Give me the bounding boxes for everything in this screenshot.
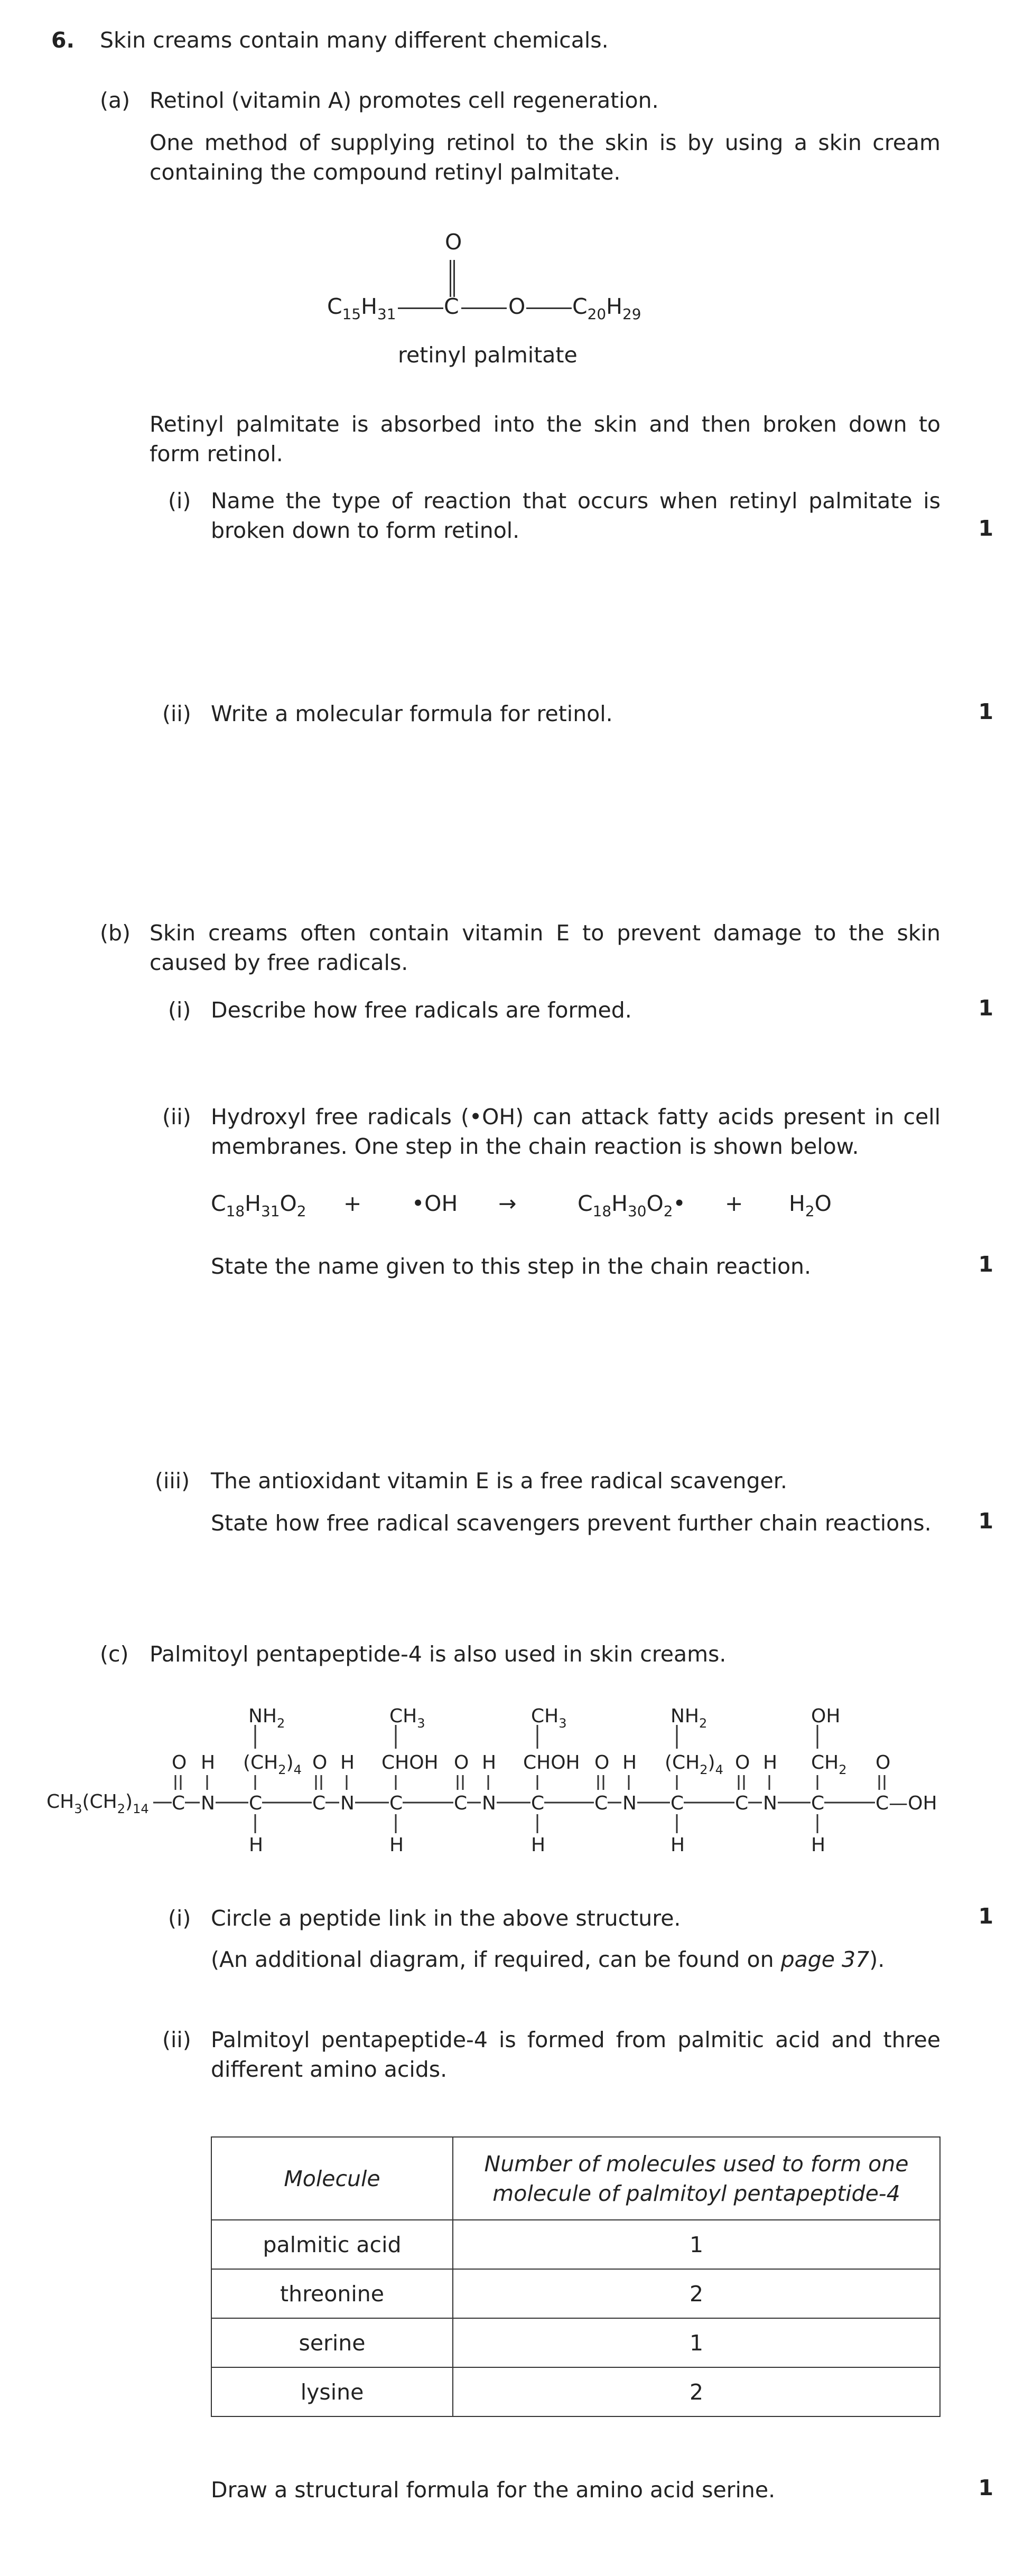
part-a-ii-text: Write a molecular formula for retinol. bbox=[211, 701, 613, 726]
bond-line bbox=[461, 307, 507, 309]
svg-text:N: N bbox=[622, 1793, 637, 1814]
table-header-molecule: Molecule bbox=[211, 2137, 453, 2220]
structure-name: retinyl palmitate bbox=[398, 342, 578, 368]
svg-text:C: C bbox=[249, 1793, 263, 1814]
part-b-ii-mark: 1 bbox=[978, 1252, 993, 1277]
bond-line bbox=[398, 307, 443, 309]
side-chain-threonine-2 bbox=[523, 1705, 580, 1774]
side-chain-lysine-1 bbox=[243, 1705, 302, 1777]
part-a-para: One method of supplying retinol to the skin is by using a skin cream containing the compound retinyl palmitate. bbox=[150, 130, 941, 185]
reaction-arrow: → bbox=[498, 1191, 517, 1216]
side-chain-threonine-1 bbox=[381, 1705, 439, 1774]
svg-text:N: N bbox=[340, 1793, 355, 1814]
svg-text:H: H bbox=[389, 1834, 404, 1856]
svg-text:H: H bbox=[671, 1834, 685, 1856]
part-b-text: Skin creams often contain vitamin E to prevent damage to the skin caused by free radicals. bbox=[150, 920, 941, 975]
question-number: 6. bbox=[51, 27, 75, 53]
svg-text:C: C bbox=[454, 1793, 468, 1814]
part-c-label: (c) bbox=[100, 1641, 129, 1667]
svg-text:O: O bbox=[876, 1752, 891, 1774]
svg-text:(CH2)4: $(CH_2)_4$ bbox=[243, 1752, 302, 1777]
svg-text:NH2: $NH_2$ bbox=[671, 1705, 708, 1731]
part-c-i-label: (i) bbox=[168, 1906, 191, 1931]
carbonyl-oxygen: O bbox=[445, 229, 462, 255]
part-a-i-text: Name the type of reaction that occurs when retinyl palmitate is broken down to form retinol. bbox=[211, 488, 941, 543]
part-c-ii-label: (ii) bbox=[162, 2027, 191, 2052]
plus-sign: + bbox=[725, 1191, 743, 1216]
product-water: $H_2O$ bbox=[789, 1191, 832, 1220]
part-b-iii-question: State how free radical scavengers prevent further chain reactions. bbox=[211, 1510, 932, 1536]
svg-text:(CH2)4: $(CH_2)_4$ bbox=[665, 1752, 723, 1777]
table-header-row bbox=[211, 2137, 940, 2220]
palmitoyl-tail: $CH_3(CH_2)_{14}$ bbox=[46, 1791, 149, 1816]
svg-text:O: O bbox=[454, 1752, 469, 1774]
svg-text:C: C bbox=[312, 1793, 326, 1814]
table-cell-count: 2 bbox=[453, 2269, 940, 2318]
amino-acid-table bbox=[211, 2136, 941, 2417]
table-header-count: Number of molecules used to form one molecule of palmitoyl pentapeptide-4 bbox=[453, 2137, 940, 2220]
svg-text:C: C bbox=[594, 1793, 608, 1814]
svg-text:OH: OH bbox=[811, 1705, 841, 1727]
svg-text:H: H bbox=[531, 1834, 546, 1856]
question-intro: Skin creams contain many different chemicals. bbox=[100, 27, 609, 53]
svg-text:H: H bbox=[201, 1752, 216, 1774]
part-c-ii-text: Palmitoyl pentapeptide-4 is formed from palmitic acid and three different amino acids. bbox=[211, 2027, 941, 2082]
part-a-i-mark: 1 bbox=[978, 516, 993, 541]
part-a-ii-mark: 1 bbox=[978, 699, 993, 724]
table-cell-count: 1 bbox=[453, 2220, 940, 2269]
svg-text:C: C bbox=[389, 1793, 403, 1814]
page-reference: page 37 bbox=[780, 1947, 870, 1972]
table-cell-count: 1 bbox=[453, 2318, 940, 2367]
part-c-i-note: (An additional diagram, if required, can be found on page 37). bbox=[211, 1947, 885, 1972]
ester-oxygen: O bbox=[508, 294, 526, 319]
svg-text:H: H bbox=[249, 1834, 264, 1856]
part-b-label: (b) bbox=[100, 920, 131, 946]
part-b-ii-question: State the name given to this step in the chain reaction. bbox=[211, 1254, 812, 1279]
svg-text:C: C bbox=[735, 1793, 749, 1814]
svg-text:CHOH: CHOH bbox=[523, 1752, 580, 1774]
side-chain-serine bbox=[811, 1705, 847, 1777]
part-b-iii-label: (iii) bbox=[155, 1468, 190, 1494]
table-row bbox=[211, 2318, 940, 2367]
svg-text:O: O bbox=[735, 1752, 750, 1774]
table-cell-molecule: lysine bbox=[211, 2367, 453, 2416]
svg-text:H: H bbox=[811, 1834, 826, 1856]
svg-text:CH3: $CH_3$ bbox=[531, 1705, 567, 1731]
svg-text:NH2: $NH_2$ bbox=[248, 1705, 285, 1731]
right-alkyl-group: $C_{20}H_{29}$ bbox=[572, 294, 641, 323]
alpha-hydrogens bbox=[249, 1834, 825, 1856]
part-c-i-mark: 1 bbox=[978, 1903, 993, 1929]
carbonyl-carbon: C bbox=[444, 294, 459, 319]
svg-text:C: C bbox=[811, 1793, 825, 1814]
part-c-text: Palmitoyl pentapeptide-4 is also used in skin creams. bbox=[150, 1641, 727, 1667]
svg-text:N: N bbox=[482, 1793, 496, 1814]
svg-text:H: H bbox=[340, 1752, 355, 1774]
bond-line bbox=[526, 307, 572, 309]
palmitoyl-pentapeptide-structure bbox=[0, 1691, 1024, 1881]
table-row bbox=[211, 2367, 940, 2416]
svg-text:C: C bbox=[172, 1793, 185, 1814]
svg-text:N: N bbox=[201, 1793, 215, 1814]
svg-text:C—OH: C—OH bbox=[876, 1793, 937, 1814]
svg-text:C: C bbox=[671, 1793, 684, 1814]
svg-text:H: H bbox=[622, 1752, 637, 1774]
part-a-text: Retinol (vitamin A) promotes cell regeneration. bbox=[150, 88, 659, 113]
table-row bbox=[211, 2220, 940, 2269]
svg-text:O: O bbox=[312, 1752, 328, 1774]
plus-sign: + bbox=[343, 1191, 362, 1216]
left-alkyl-group: $C_{15}H_{31}$ bbox=[327, 294, 396, 323]
reactant-hydroxyl-radical: •OH bbox=[412, 1191, 458, 1216]
part-c-ii-mark: 1 bbox=[978, 2475, 993, 2500]
svg-text:CH2: $CH_2$ bbox=[811, 1752, 847, 1777]
svg-text:CHOH: CHOH bbox=[381, 1752, 439, 1774]
table-cell-molecule: threonine bbox=[211, 2269, 453, 2318]
svg-text:H: H bbox=[763, 1752, 778, 1774]
part-b-i-text: Describe how free radicals are formed. bbox=[211, 997, 632, 1023]
svg-text:N: N bbox=[763, 1793, 777, 1814]
part-c-i-text: Circle a peptide link in the above structure. bbox=[211, 1906, 681, 1931]
side-chain-lysine-2 bbox=[665, 1705, 723, 1777]
part-b-iii-text: The antioxidant vitamin E is a free radical scavenger. bbox=[211, 1468, 787, 1494]
part-a-ii-label: (ii) bbox=[162, 701, 191, 726]
table-cell-molecule: palmitic acid bbox=[211, 2220, 453, 2269]
part-b-i-label: (i) bbox=[168, 997, 191, 1023]
svg-text:O: O bbox=[594, 1752, 610, 1774]
svg-text:O: O bbox=[172, 1752, 187, 1774]
svg-text:H: H bbox=[482, 1752, 497, 1774]
part-a-after: Retinyl palmitate is absorbed into the skin and then broken down to form retinol. bbox=[150, 412, 941, 466]
part-a-i-label: (i) bbox=[168, 488, 191, 514]
part-a-label: (a) bbox=[100, 88, 131, 113]
svg-text:C: C bbox=[531, 1793, 545, 1814]
table-cell-count: 2 bbox=[453, 2367, 940, 2416]
part-b-ii-label: (ii) bbox=[162, 1104, 191, 1130]
table-row bbox=[211, 2269, 940, 2318]
part-b-ii-text: Hydroxyl free radicals (•OH) can attack fatty acids present in cell membranes. One step in the chain reaction is shown below. bbox=[211, 1104, 941, 1159]
part-b-i-mark: 1 bbox=[978, 995, 993, 1021]
table-cell-molecule: serine bbox=[211, 2318, 453, 2367]
part-c-ii-question: Draw a structural formula for the amino acid serine. bbox=[211, 2477, 776, 2503]
reactant-fatty-acid: $C_{18}H_{31}O_2$ bbox=[211, 1191, 306, 1220]
svg-text:CH3: $CH_3$ bbox=[389, 1705, 425, 1731]
product-fatty-acid-radical: $C_{18}H_{30}O_2•$ bbox=[578, 1191, 686, 1220]
part-b-iii-mark: 1 bbox=[978, 1508, 993, 1534]
